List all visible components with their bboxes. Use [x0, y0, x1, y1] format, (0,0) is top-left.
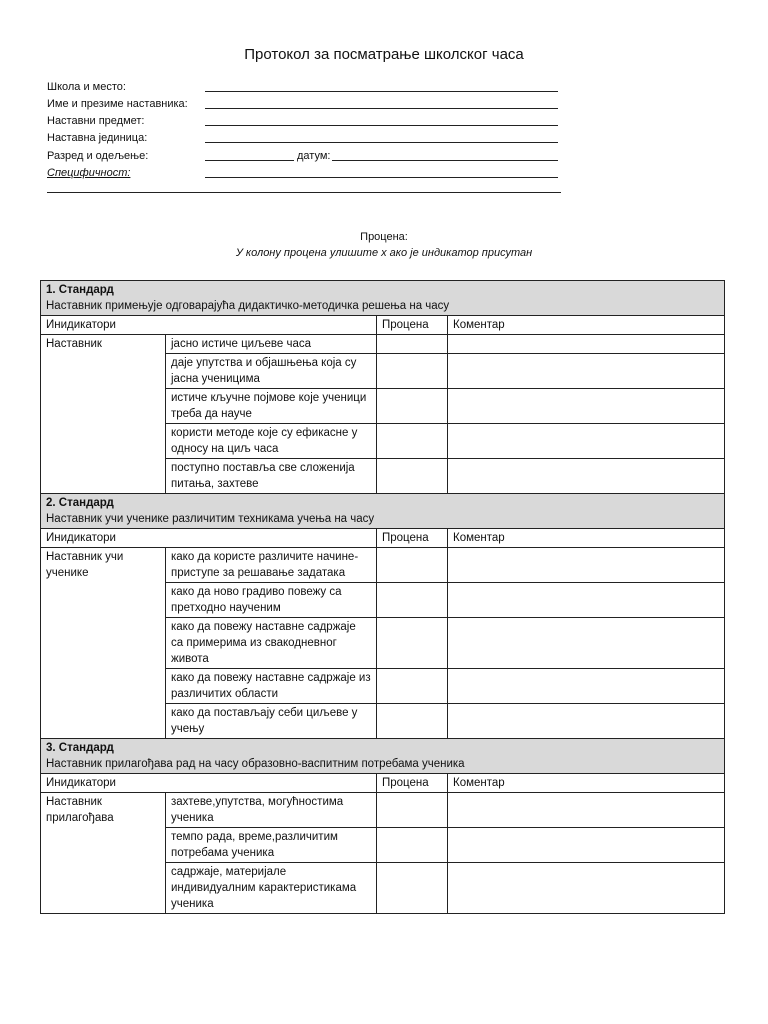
unit-field[interactable]: [205, 131, 558, 143]
indicator-text: користи методе које су ефикасне у односу на циљ часа: [166, 424, 377, 459]
specificity-label: Специфичност:: [47, 167, 131, 179]
column-assessment: Процена: [377, 529, 448, 548]
standard-row: [41, 281, 725, 316]
comment-cell[interactable]: [448, 704, 725, 739]
standard-description: Наставник учи ученике различитим техникама учења на часу: [46, 513, 375, 525]
standard-row: [41, 739, 725, 774]
assessment-cell[interactable]: [377, 389, 448, 424]
date-label: датум:: [297, 150, 331, 162]
column-indicators: Инидикатори: [41, 529, 377, 548]
assessment-cell[interactable]: [377, 459, 448, 494]
specificity-field[interactable]: [205, 166, 558, 178]
subject-field[interactable]: [205, 114, 558, 126]
assessment-cell[interactable]: [377, 424, 448, 459]
comment-cell[interactable]: [448, 354, 725, 389]
standard-number: 3. Стандард: [46, 742, 114, 754]
assessment-cell[interactable]: [377, 793, 448, 828]
column-indicators: Инидикатори: [41, 316, 377, 335]
standard-cell: [41, 739, 725, 774]
indicator-row: [41, 793, 725, 828]
teacher-field[interactable]: [205, 97, 558, 109]
standard-number: 1. Стандард: [46, 284, 114, 296]
standard-row: [41, 494, 725, 529]
subject-cell: Наставник учи ученике: [41, 548, 166, 739]
assessment-cell[interactable]: [377, 828, 448, 863]
comment-cell[interactable]: [448, 583, 725, 618]
grade-field[interactable]: [205, 149, 294, 161]
comment-cell[interactable]: [448, 618, 725, 669]
page-title: Протокол за посматрање школског часа: [244, 46, 524, 63]
column-indicators: Инидикатори: [41, 774, 377, 793]
subject-label: Наставни предмет:: [47, 115, 145, 127]
date-field[interactable]: [332, 149, 558, 161]
assessment-cell[interactable]: [377, 618, 448, 669]
comment-cell[interactable]: [448, 459, 725, 494]
comment-cell[interactable]: [448, 389, 725, 424]
column-header-row: [41, 774, 725, 793]
school-field[interactable]: [205, 80, 558, 92]
teacher-label: Име и презиме наставника:: [47, 98, 188, 110]
assessment-cell[interactable]: [377, 548, 448, 583]
indicator-text: како да ново градиво повежу са претходно наученим: [166, 583, 377, 618]
column-header-row: [41, 529, 725, 548]
indicator-text: садржаје, материјале индивидуалним карактеристикама ученика: [166, 863, 377, 914]
indicator-text: како да користе различите начине-приступе за решавање задатака: [166, 548, 377, 583]
column-assessment: Процена: [377, 774, 448, 793]
indicator-text: поступно поставља све сложенија питања, захтеве: [166, 459, 377, 494]
assessment-cell[interactable]: [377, 704, 448, 739]
comment-cell[interactable]: [448, 863, 725, 914]
unit-label: Наставна јединица:: [47, 132, 148, 144]
indicator-text: темпо рада, време,различитим потребама ученика: [166, 828, 377, 863]
indicator-text: како да постављају себи циљеве у учењу: [166, 704, 377, 739]
standard-cell: [41, 281, 725, 316]
comment-cell[interactable]: [448, 548, 725, 583]
column-comment: Коментар: [448, 316, 725, 335]
specificity-extra-line[interactable]: [47, 192, 561, 193]
assessment-cell[interactable]: [377, 583, 448, 618]
indicator-text: како да повежу наставне садржаје из различитих области: [166, 669, 377, 704]
assessment-instruction: У колону процена улишите х ако је индикатор присутан: [235, 247, 533, 259]
comment-cell[interactable]: [448, 424, 725, 459]
indicator-row: [41, 548, 725, 583]
indicator-text: јасно истиче циљеве часа: [166, 335, 377, 354]
assessment-cell[interactable]: [377, 669, 448, 704]
column-comment: Коментар: [448, 529, 725, 548]
column-assessment: Процена: [377, 316, 448, 335]
indicator-text: како да повежу наставне садржаје са примерима из свакодневног живота: [166, 618, 377, 669]
column-comment: Коментар: [448, 774, 725, 793]
indicator-text: даје упутства и објашњења која су јасна ученицима: [166, 354, 377, 389]
standard-number: 2. Стандард: [46, 497, 114, 509]
protocol-table: [40, 280, 725, 914]
assessment-cell[interactable]: [377, 335, 448, 354]
indicator-text: истиче кључне појмове које ученици треба да науче: [166, 389, 377, 424]
comment-cell[interactable]: [448, 669, 725, 704]
standard-cell: [41, 494, 725, 529]
comment-cell[interactable]: [448, 793, 725, 828]
column-header-row: [41, 316, 725, 335]
assessment-heading: Процена:: [360, 231, 408, 243]
indicator-text: захтеве,упутства, могућностима ученика: [166, 793, 377, 828]
standard-description: Наставник прилагођава рад на часу образовно-васпитним потребама ученика: [46, 758, 465, 770]
indicator-row: [41, 335, 725, 354]
assessment-cell[interactable]: [377, 354, 448, 389]
assessment-cell[interactable]: [377, 863, 448, 914]
school-label: Школа и место:: [47, 81, 126, 93]
comment-cell[interactable]: [448, 828, 725, 863]
standard-description: Наставник примењује одговарајућа дидактичко-методичка решења на часу: [46, 300, 450, 312]
subject-cell: Наставник: [41, 335, 166, 494]
subject-cell: Наставник прилагођава: [41, 793, 166, 914]
comment-cell[interactable]: [448, 335, 725, 354]
grade-label: Разред и одељење:: [47, 150, 149, 162]
